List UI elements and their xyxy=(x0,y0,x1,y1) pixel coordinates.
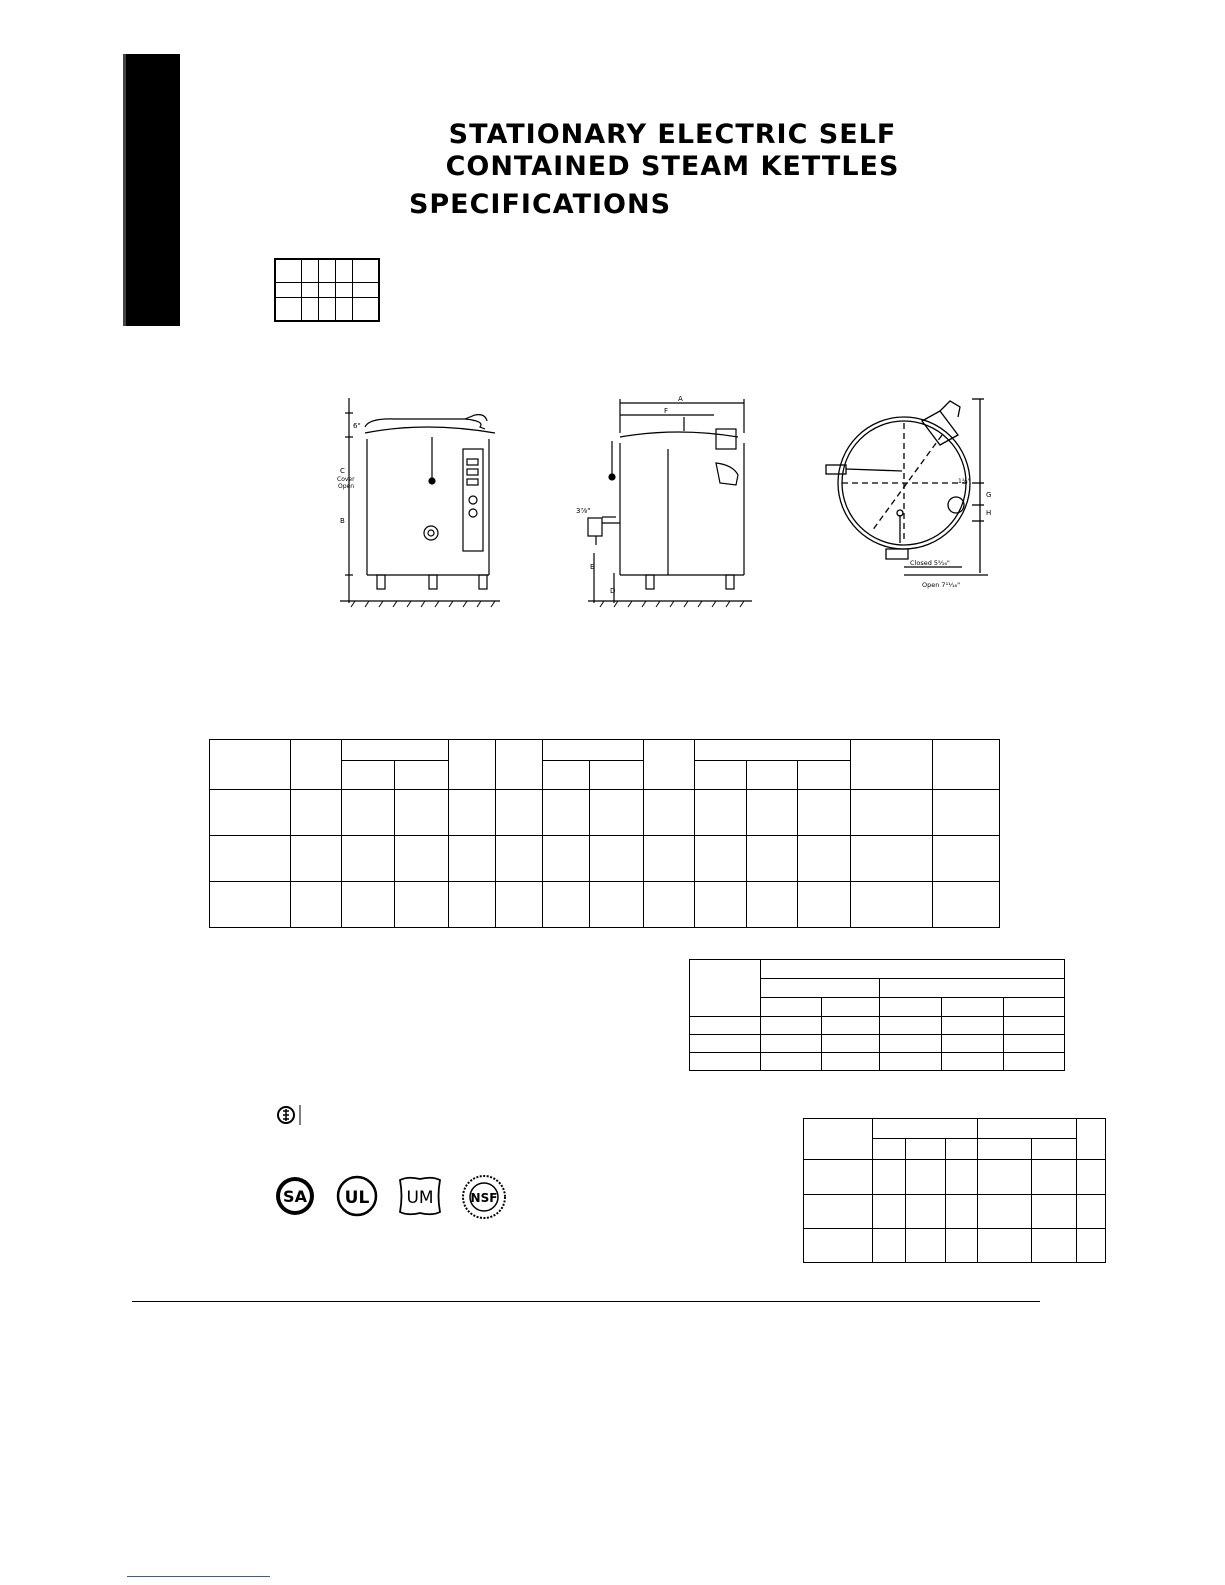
svg-text:SA: SA xyxy=(283,1187,307,1206)
dim-d-label: D xyxy=(610,587,616,595)
footer-divider xyxy=(132,1301,1040,1302)
table-row xyxy=(210,836,1000,882)
section-tab-bar xyxy=(123,54,180,326)
open-dim-label: Open 7¹¹⁄₁₆" xyxy=(922,581,961,589)
table-row xyxy=(690,1017,1065,1035)
title-line-3: SPECIFICATIONS xyxy=(408,189,672,220)
table-row xyxy=(804,1228,1106,1262)
footer-link-underline xyxy=(127,1576,270,1577)
svg-text:UL: UL xyxy=(344,1188,370,1208)
dim-h-label: H xyxy=(986,509,992,517)
dim-g-label: G xyxy=(986,491,992,499)
dim-b-label: B xyxy=(340,517,345,525)
table-row xyxy=(210,790,1000,836)
dim-e-label: E xyxy=(590,563,595,571)
dim-3-7-8-label: 3⁷⁄₈" xyxy=(576,507,591,515)
kettle-top-view-drawing xyxy=(812,393,1002,601)
title-line-1: STATIONARY ELECTRIC SELF xyxy=(448,119,897,150)
table-row xyxy=(690,1035,1065,1053)
ul-logo-icon xyxy=(336,1175,378,1217)
dim-c-label: C xyxy=(340,467,345,475)
cover-label: Cover xyxy=(337,476,355,483)
dim-f-label: F xyxy=(664,407,669,415)
model-grid-box xyxy=(274,258,380,322)
dim-1-3-4-label: 1¾" xyxy=(958,478,971,485)
csa-logo-icon xyxy=(275,1175,315,1217)
kettle-front-view-drawing xyxy=(568,393,753,608)
svg-text:NSF: NSF xyxy=(470,1191,498,1205)
open-label: Open xyxy=(338,483,355,490)
table-row xyxy=(804,1160,1106,1194)
kettle-side-view-drawing xyxy=(335,393,505,608)
shipping-table xyxy=(803,1118,1106,1263)
nsf-logo-icon xyxy=(461,1174,507,1220)
table-row xyxy=(210,882,1000,928)
dim-6-label: 6" xyxy=(353,422,361,430)
svg-text:UM: UM xyxy=(406,1188,434,1208)
closed-dim-label: Closed 5⁵⁄₁₆" xyxy=(910,559,950,567)
electrical-table xyxy=(689,959,1065,1071)
section-tab-edge xyxy=(123,54,126,326)
specifications-table xyxy=(209,739,1000,928)
dim-a-label: A xyxy=(678,395,683,403)
um-logo-icon xyxy=(396,1174,444,1218)
title-line-2: CONTAINED STEAM KETTLES xyxy=(445,151,900,182)
table-row xyxy=(690,1053,1065,1071)
table-row xyxy=(804,1194,1106,1228)
drain-symbol-icon xyxy=(276,1103,302,1127)
